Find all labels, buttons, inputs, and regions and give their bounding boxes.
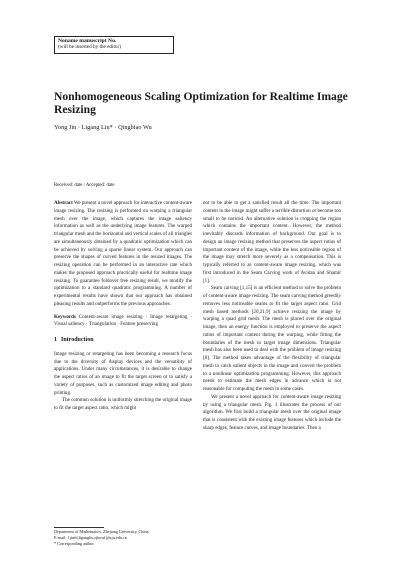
abstract-label: Abstract bbox=[54, 200, 73, 206]
footnote-affiliation: Department of Mathematics, Zhejiang University, China. bbox=[54, 529, 150, 534]
received-date: Received: date / Accepted: date bbox=[54, 183, 115, 188]
body-paragraph-seam-carving: Seam carving [1,15] is an efficient method to solve the problem of content-aware image resizing. The seam carving method greedily removes less noticeable seams to fit the target aspect ratio. Grid mesh based methods [20,21,9] achieve resizing the image by warping a quad grid mesh. The mesh is placed over the original image, then an energy function is employed to preserve the aspect ratios of important content during the warping, while fitting the boundaries of the mesh to target image dimensions. Triangular mesh has also been used to deal with the problem of image resizing [8]. The method takes advantage of the flexibility of triangular mesh to catch salient objects in the image and convert the problem to a nonlinear optimization programming. However, this approach needs to estimate the mesh edges in advance which is not reasonable for computing the mesh in some cases. bbox=[203, 285, 341, 392]
keywords-text: Content-aware image resizing · Image retargeting · Visual saliency · Triangulation · Feature preserving bbox=[54, 313, 193, 328]
abstract-paragraph bbox=[54, 200, 192, 309]
body-paragraph-continued: not to be able to get a satisfied result all the time. The important content in the image might suffer a terrible distortion or become too small to be noticed. An alternative solution is cropping the region which contains the important content. However, the method inevitably discards information of background. Our goal is to design an image resizing method that preserves the aspect ratios of important content of the image, while the less noticeable region of the image may stretch more severely as a compensation. This is typically referred to as content-aware image resizing, which was first introduced in the Seam Carving work of Avidan and Shamir [1]. bbox=[203, 200, 341, 284]
keywords-label: Keywords bbox=[54, 313, 76, 320]
manuscript-number-box bbox=[54, 36, 174, 54]
author-list: Yong Jin · Ligang Liu* · Qingbiao Wu bbox=[54, 124, 152, 131]
manuscript-editor-note: (will be inserted by the editor) bbox=[58, 44, 121, 51]
right-column bbox=[203, 200, 341, 433]
intro-paragraph-2: The common solution is uniformly stretching the original image to fit the target aspect ratio, which might bbox=[54, 397, 192, 411]
footnote-divider bbox=[54, 527, 104, 528]
section-heading-introduction bbox=[54, 337, 192, 345]
footnotes bbox=[54, 529, 194, 547]
section-number: 1 bbox=[54, 337, 57, 343]
abstract-text: We present a novel approach for interactive content-aware image resizing. The resizing is performed on warping a triangular mesh over the image, which captures the image saliency information as well as the underlying image features. The warped triangular mesh and the horizontal and vertical scales of all triangles are simultaneously obtained by a quadratic optimization which can be achieved by solving a sparse linear system. Our approach can preserve the shapes of curved features in the resized images. The resizing operation can be performed in an interactive rate which makes the proposed approach practically useful for realtime image resizing. To guarantee foldover free resizing result, we modify the optimization to a standard quadratic programming. A number of experimental results have shown that our approach has obtained pleasing results and outperforms the previous approaches. bbox=[54, 200, 193, 307]
footnote-email: E-mail: {jinfd,ligangliu,qbwu}@zju.edu.cn bbox=[54, 535, 127, 540]
footnote-corresponding: * Corresponding author. bbox=[54, 541, 95, 546]
keywords-paragraph bbox=[54, 314, 192, 330]
manuscript-number-label: Noname manuscript No. bbox=[58, 38, 117, 44]
body-paragraph-our-approach: We present a novel approach for content-aware image resizing by using a triangular mesh. Fig. 1 illustrates the process of our algorithm. We first build a triangular mesh over the original image that is consistent with the existing image features which include the sharp edges, feature curves, and image boundaries. Then a bbox=[203, 393, 341, 431]
section-title: Introduction bbox=[61, 337, 94, 343]
paper-title: Nonhomogeneous Scaling Optimization for Realtime Image Resizing bbox=[54, 90, 348, 117]
intro-paragraph-1: Image resizing or retargeting has been becoming a research focus due to the diversity of display devices and the versatility of applications. Under many circumstances, it is desirable to change the aspect ratios of an image to fit the target screen or to satisfy a variety of purposes, such as customized image editing and photo printing. bbox=[54, 350, 192, 396]
left-column bbox=[54, 200, 192, 413]
